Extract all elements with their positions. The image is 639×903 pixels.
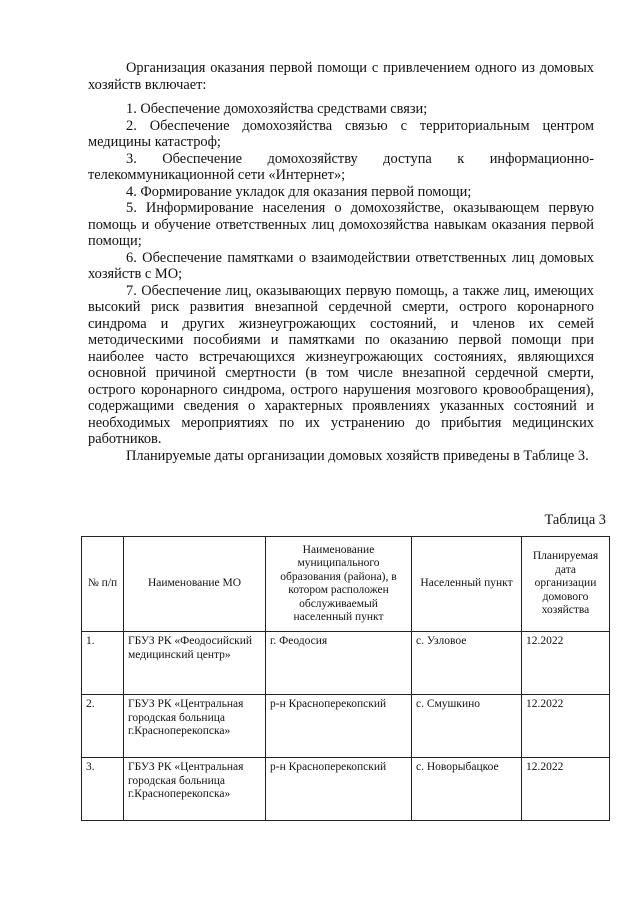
cell-mo-name: ГБУЗ РК «Феодосийский медицинский центр»	[124, 632, 266, 695]
header-mo-name: Наименование МО	[124, 537, 266, 632]
list-item: 2. Обеспечение домохозяйства связью с территориальным центром медицины катастроф;	[88, 117, 594, 150]
cell-locality: с. Новорыбацкое	[412, 758, 522, 821]
cell-municipality: р-н Красноперекопский	[266, 758, 412, 821]
cell-number: 2.	[82, 695, 124, 758]
header-planned-date: Планируемая дата организации домового хозяйства	[522, 537, 610, 632]
plan-table	[81, 536, 610, 821]
cell-mo-name: ГБУЗ РК «Центральная городская больница г.Красноперекопска»	[124, 758, 266, 821]
table-row	[82, 632, 610, 695]
cell-locality: с. Смушкино	[412, 695, 522, 758]
list-item: 1. Обеспечение домохозяйства средствами связи;	[126, 101, 428, 117]
cell-locality: с. Узловое	[412, 632, 522, 695]
list-item: 6. Обеспечение памятками о взаимодействии ответственных лиц домовых хозяйств с МО;	[88, 249, 594, 282]
list-item: 3. Обеспечение домохозяйству доступа к информационно-телекоммуникационной сети «Интернет»;	[88, 150, 594, 183]
cell-mo-name: ГБУЗ РК «Центральная городская больница г.Красноперекопска»	[124, 695, 266, 758]
intro-paragraph: Организация оказания первой помощи с привлечением одного из домовых хозяйств включает:	[88, 60, 594, 93]
cell-number: 3.	[82, 758, 124, 821]
cell-municipality: г. Феодосия	[266, 632, 412, 695]
table-caption: Таблица 3	[544, 512, 606, 528]
header-number: № п/п	[82, 537, 124, 632]
cell-planned-date: 12.2022	[522, 632, 610, 695]
cell-municipality: р-н Красноперекопский	[266, 695, 412, 758]
list-item: 4. Формирование укладок для оказания первой помощи;	[126, 183, 472, 200]
cell-planned-date: 12.2022	[522, 695, 610, 758]
header-locality: Населенный пункт	[412, 537, 522, 632]
header-municipality: Наименование муниципального образования (района), в котором расположен обслуживаемый населенный пункт	[266, 537, 412, 632]
list-item: 7. Обеспечение лиц, оказывающих первую помощь, а также лиц, имеющих высокий риск развития внезапной сердечной смерти, острого коронарного синдрома и других жизнеугрожающих состояний, и членов их семей методическими пособиями и памятками по оказанию первой помощи при наиболее часто встречающихся жизнеугрожающих состояниях, являющихся основной причиной смертности (в том числе внезапной сердечной смерти, острого коронарного синдрома, острого нарушения мозгового кровообращения), содержащими сведения о характерных проявлениях указанных состояний и необходимых мероприятиях по их устранению до прибытия медицинских работников.	[88, 282, 594, 447]
cell-number: 1.	[82, 632, 124, 695]
table-row	[82, 695, 610, 758]
outro-paragraph: Планируемые даты организации домовых хозяйств приведены в Таблице 3.	[126, 447, 589, 464]
table-header-row	[82, 537, 610, 632]
cell-planned-date: 12.2022	[522, 758, 610, 821]
list-item: 5. Информирование населения о домохозяйстве, оказывающем первую помощь и обучение ответственных лиц домохозяйства навыкам оказания первой помощи;	[88, 200, 594, 249]
body-text	[88, 60, 594, 464]
table-row	[82, 758, 610, 821]
